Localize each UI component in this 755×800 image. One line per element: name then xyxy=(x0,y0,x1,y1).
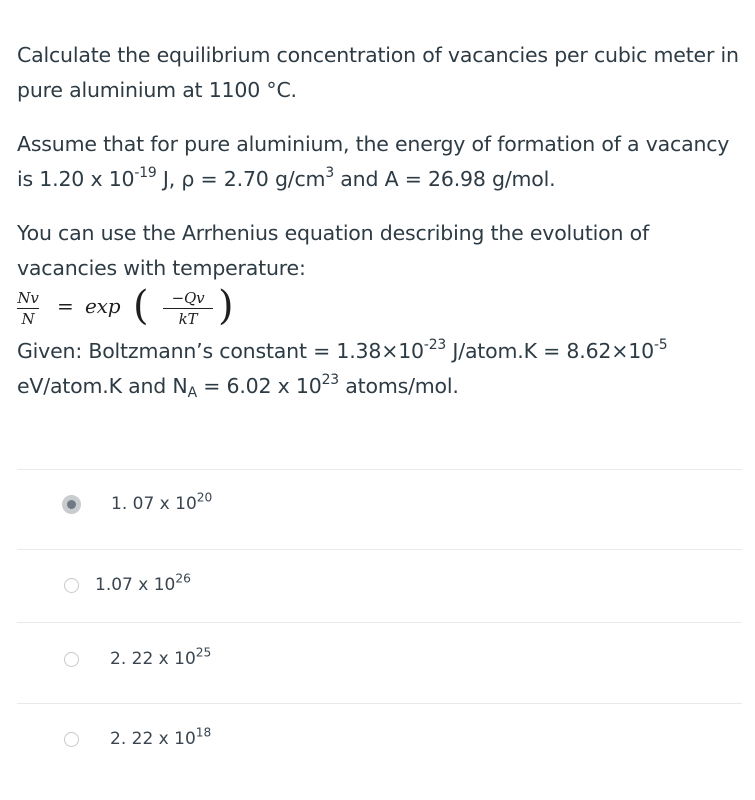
exponent-1: -19 xyxy=(134,164,157,181)
given-text-4: = 6.02 x 10 xyxy=(196,374,322,398)
answer-option-3[interactable] xyxy=(64,645,212,669)
divider xyxy=(17,703,742,704)
answer-option-label: 2. 22 x $10^{25}$ xyxy=(110,645,212,669)
divider xyxy=(17,622,742,623)
assumption-text-3: and A = 26.98 g/mol. xyxy=(333,167,556,191)
radio-icon[interactable] xyxy=(64,578,79,593)
given-exponent-2: -5 xyxy=(653,336,668,353)
question-intro: Calculate the equilibrium concentration of vacancies per cubic meter in pure aluminium at 1100 °C. xyxy=(17,43,739,102)
answer-option-1[interactable] xyxy=(62,490,213,514)
radio-icon[interactable] xyxy=(64,652,79,667)
answer-option-label: 1. 07 x $10^{20}$ xyxy=(111,490,213,514)
divider xyxy=(17,469,742,470)
lhs-denominator: N xyxy=(21,310,35,328)
rhs-numerator: −Qv xyxy=(171,289,205,307)
rhs-fraction xyxy=(163,290,213,327)
given-exponent-3: 23 xyxy=(321,371,339,388)
question-assumptions xyxy=(17,127,742,197)
given-text-2: J/atom.K = 8.62×10 xyxy=(446,339,654,363)
equals-sign: = xyxy=(57,294,74,318)
radio-icon[interactable] xyxy=(64,732,79,747)
given-subscript: A xyxy=(187,385,197,402)
assumption-text-1: Assume that for pure aluminium, the energy of formation of a vacancy is 1.20 x 10 xyxy=(17,132,730,191)
answer-option-label: 1.07 x $10^{26}$ xyxy=(95,571,191,595)
given-text-3: eV/atom.K and N xyxy=(17,374,188,398)
question-hint: You can use the Arrhenius equation describing the evolution of vacancies with temperature: xyxy=(17,221,649,280)
given-exponent-1: -23 xyxy=(423,336,447,353)
rhs-denominator: kT xyxy=(178,310,198,328)
question-given xyxy=(17,334,742,404)
lhs-numerator: Nv xyxy=(17,289,39,307)
question-text xyxy=(17,38,742,404)
assumption-text-2: J, ρ = 2.70 g/cm xyxy=(156,167,326,191)
lhs-fraction xyxy=(17,290,39,327)
exp-function: exp xyxy=(85,294,121,318)
close-paren: ) xyxy=(218,283,234,329)
given-text-1: Given: Boltzmann’s constant = 1.38×10 xyxy=(17,339,424,363)
arrhenius-equation xyxy=(17,283,742,334)
exponent-2: 3 xyxy=(325,164,334,181)
open-paren: ( xyxy=(133,283,149,329)
answer-option-4[interactable] xyxy=(64,725,212,749)
given-text-5: atoms/mol. xyxy=(338,374,459,398)
radio-selected-icon[interactable] xyxy=(62,495,81,514)
answer-option-label: 2. 22 x $10^{18}$ xyxy=(110,725,212,749)
answer-option-2[interactable] xyxy=(64,571,191,595)
divider xyxy=(17,549,742,550)
